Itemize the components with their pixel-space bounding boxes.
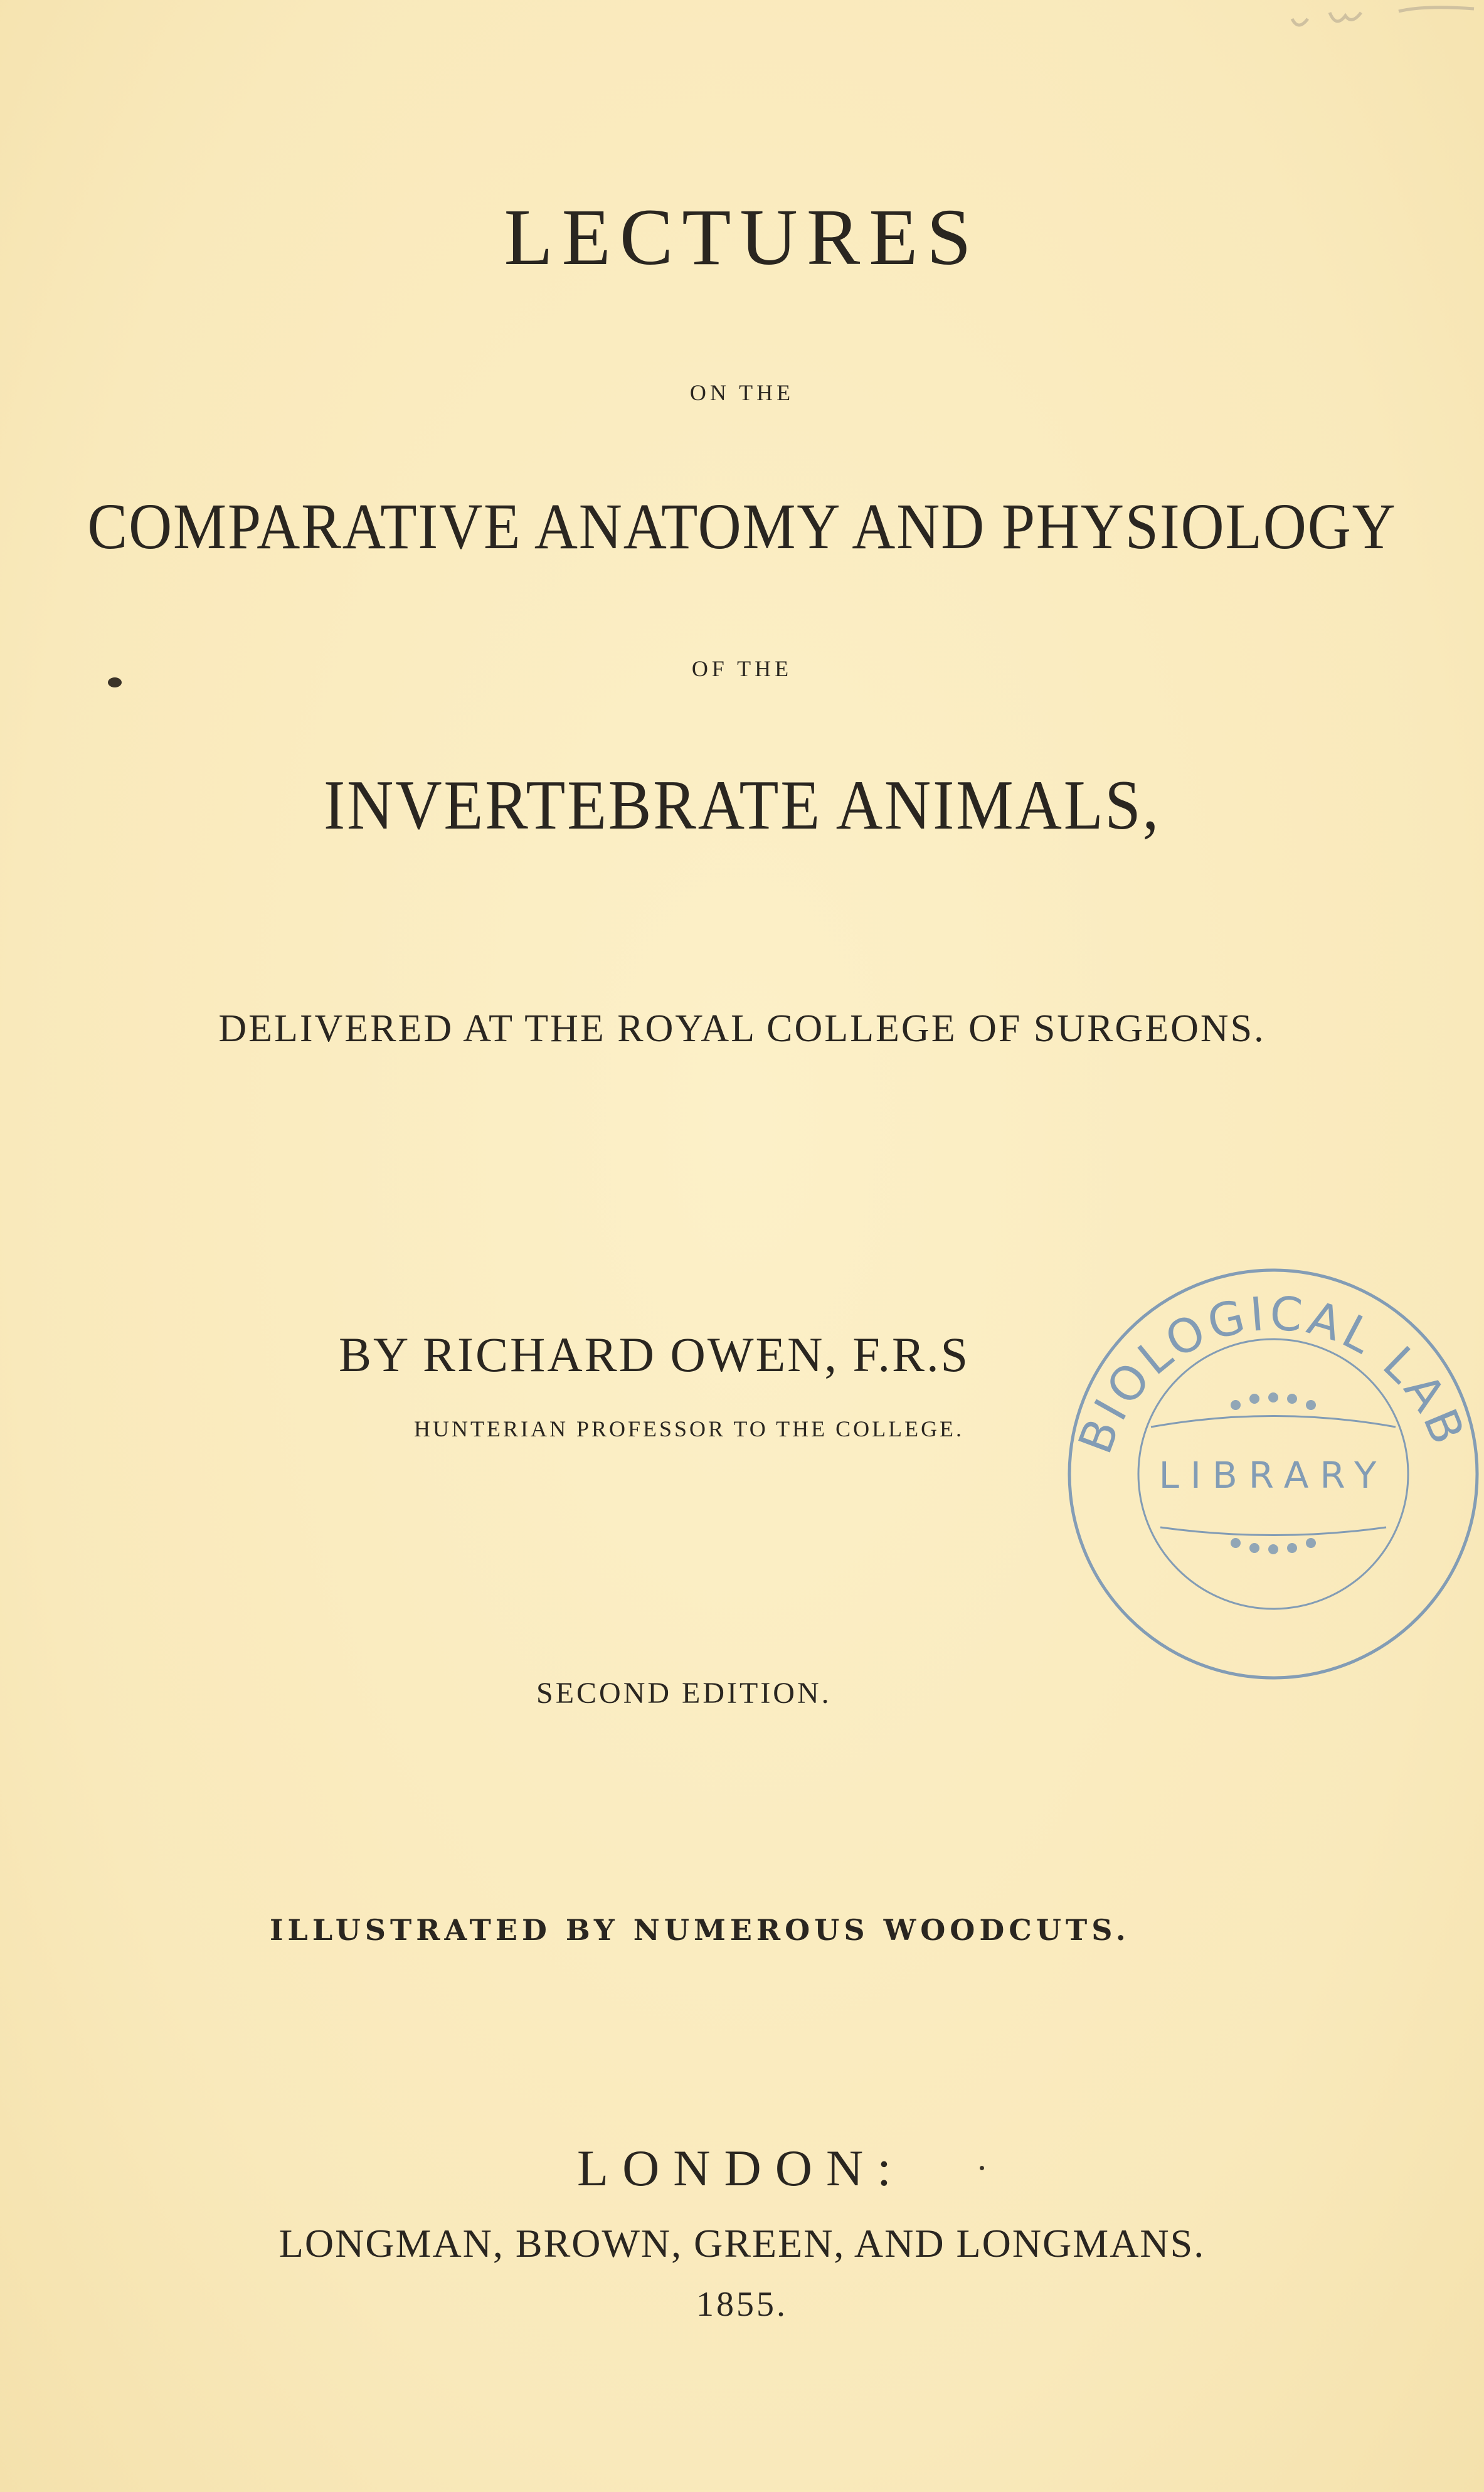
illustrated-line: ILLUSTRATED BY NUMEROUS WOODCUTS. — [270, 1913, 1130, 1947]
imprint-year: 1855. — [696, 2285, 788, 2324]
library-stamp — [1047, 1248, 1484, 1700]
imprint-publisher: LONGMAN, BROWN, GREEN, AND LONGMANS. — [278, 2221, 1206, 2266]
author-position: HUNTERIAN PROFESSOR TO THE COLLEGE. — [414, 1416, 965, 1441]
book-title: LECTURES — [504, 193, 980, 282]
subject-line-1: COMPARATIVE ANATOMY AND PHYSIOLOGY — [87, 490, 1397, 563]
ink-speck — [980, 2166, 984, 2170]
connector-on-the: ON THE — [689, 380, 795, 405]
imprint-city: LONDON: — [577, 2139, 905, 2197]
connector-of-the: OF THE — [691, 656, 793, 681]
svg-text:LIBRARY: LIBRARY — [1158, 1454, 1388, 1497]
subject-line-2: INVERTEBRATE ANIMALS, — [323, 766, 1161, 844]
delivered-line: DELIVERED AT THE ROYAL COLLEGE OF SURGEONS. — [218, 1007, 1266, 1050]
pencil-mark — [1286, 0, 1484, 38]
edition-line: SECOND EDITION. — [536, 1677, 832, 1710]
svg-text:BIOLOGICAL LAB: BIOLOGICAL LAB — [1068, 1286, 1476, 1461]
ink-speck — [108, 677, 122, 687]
author-line: BY RICHARD OWEN, F.R.S — [339, 1327, 970, 1382]
